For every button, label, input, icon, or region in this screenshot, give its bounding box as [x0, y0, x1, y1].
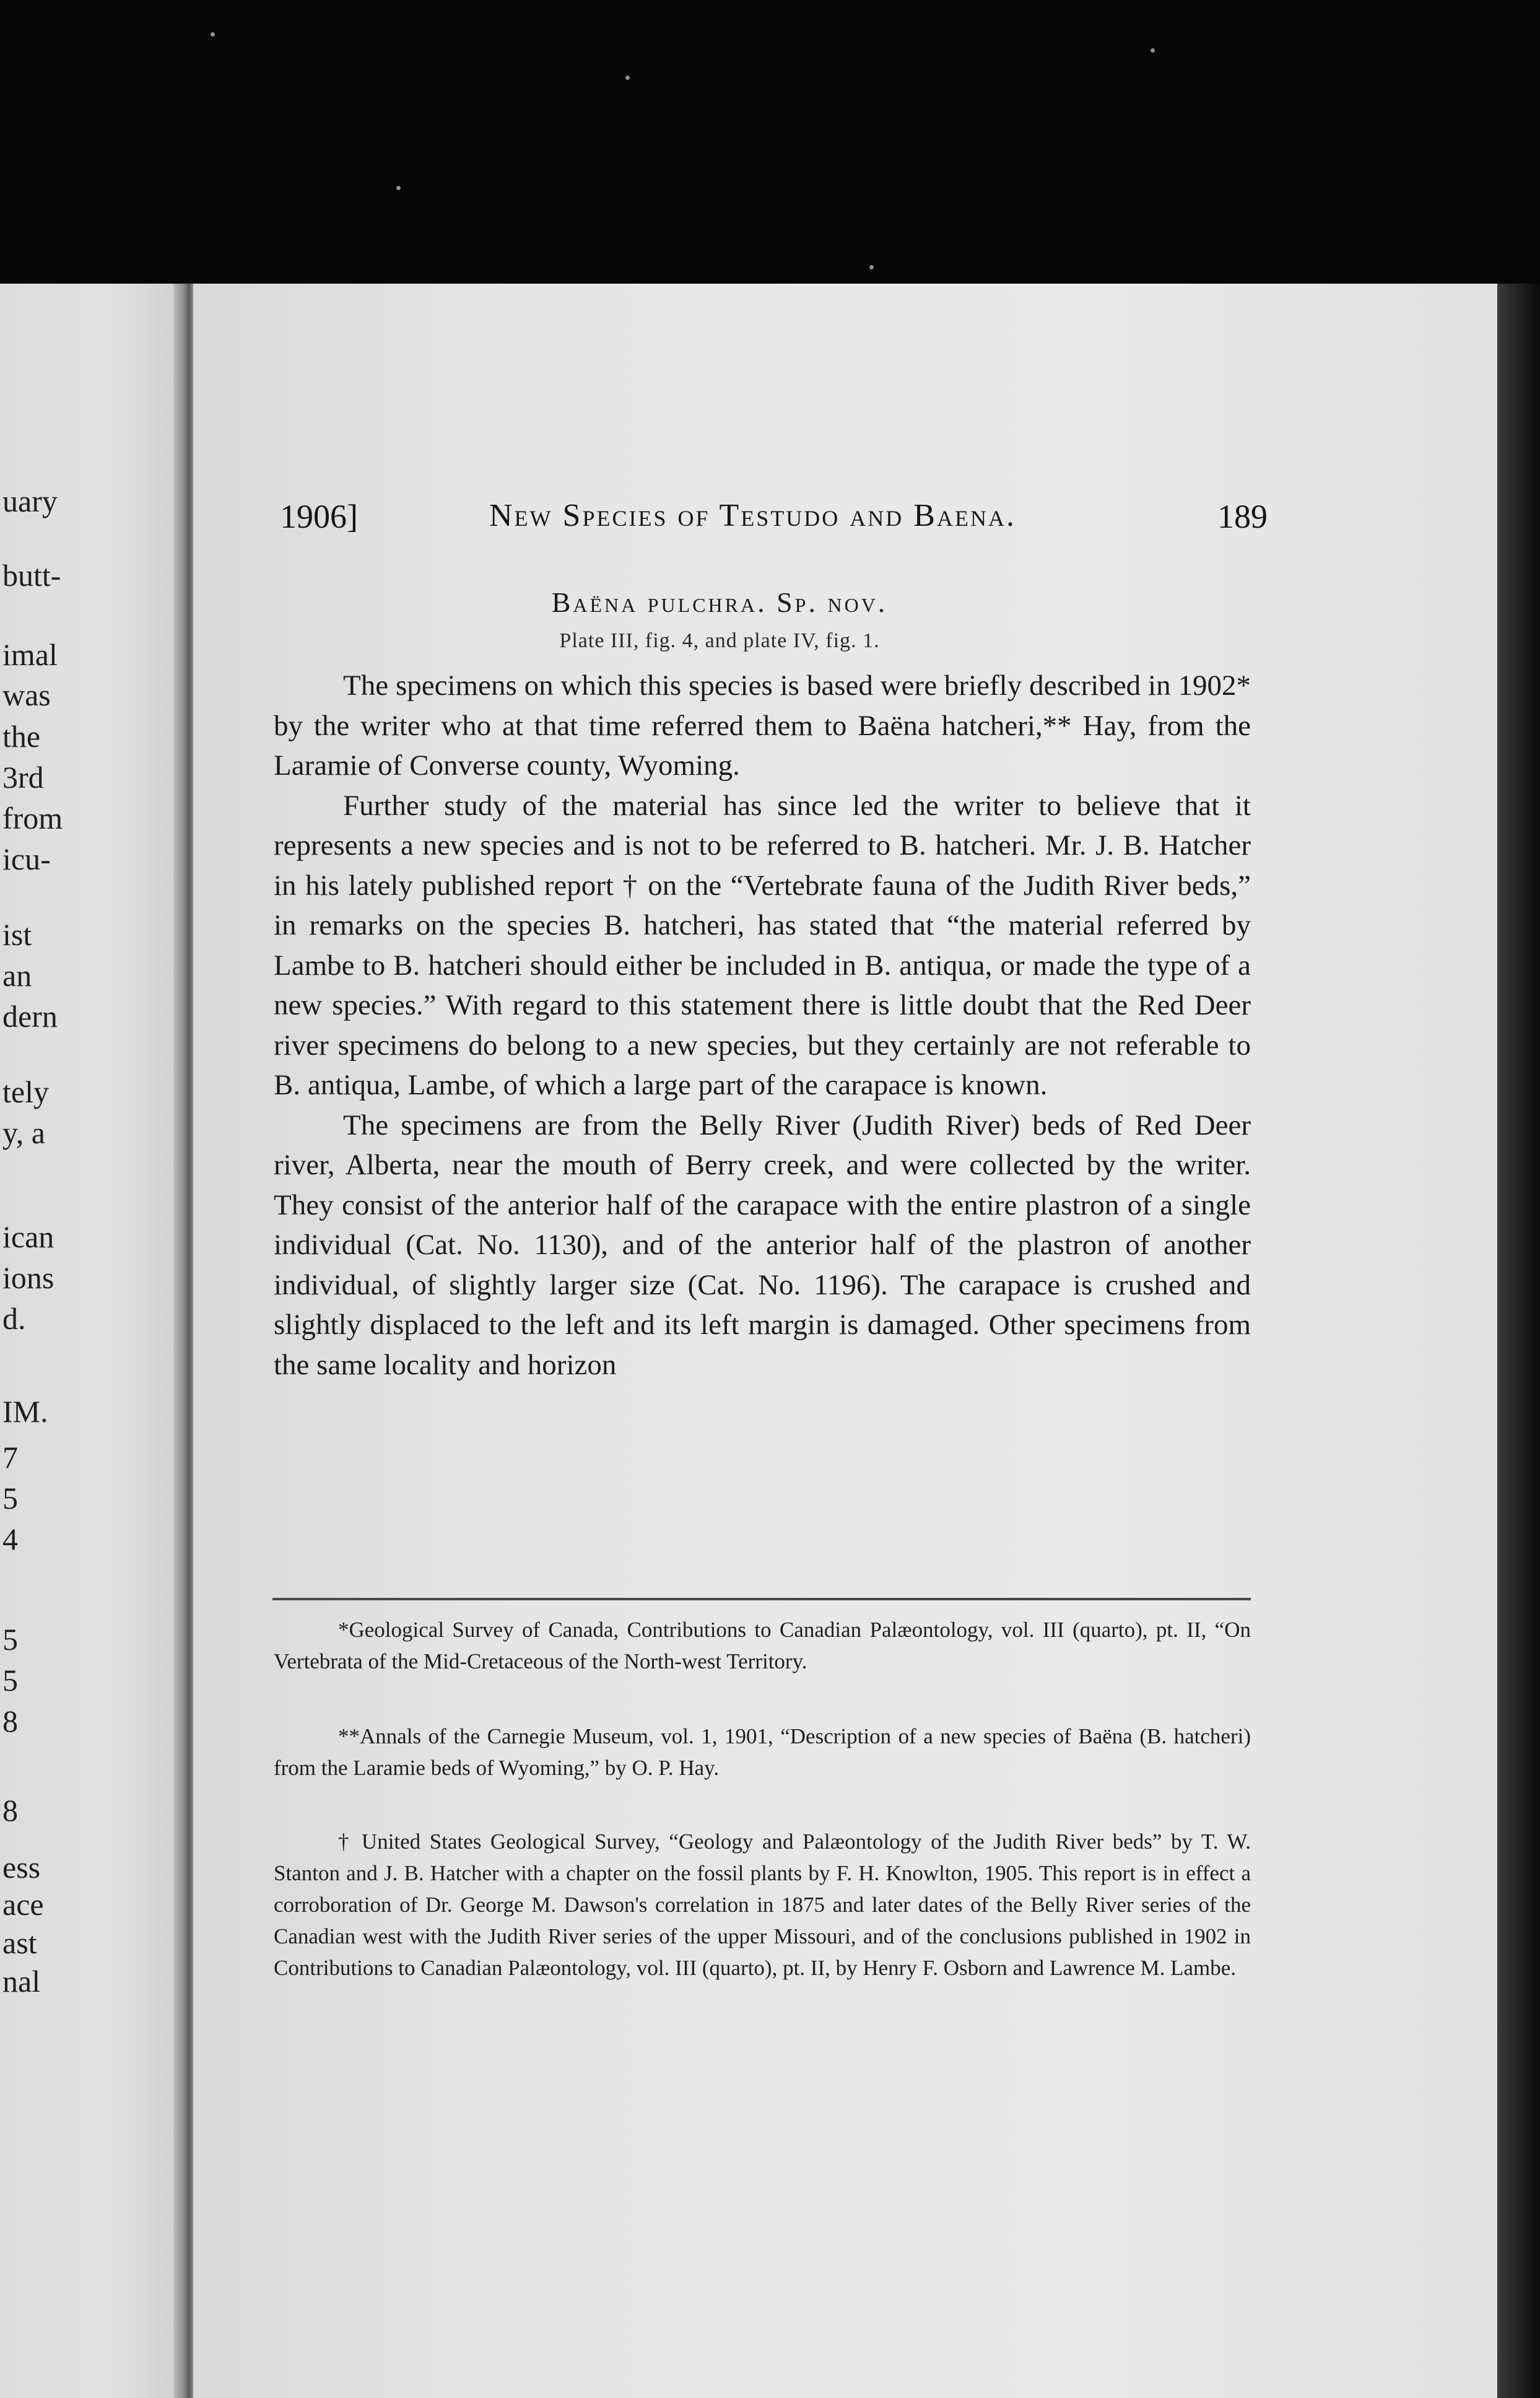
book-gutter [173, 284, 196, 2398]
left-page-fragment: 5 [2, 1663, 18, 1698]
header-title: New Species of Testudo and Baena. [489, 498, 1016, 533]
speck [396, 186, 401, 190]
left-page-fragment: dern [2, 999, 58, 1034]
speck [211, 32, 215, 37]
species-title: Baëna pulchra. Sp. nov. [551, 586, 888, 618]
left-page-fragment: uary [2, 484, 58, 518]
left-page-fragment: 5 [2, 1622, 18, 1657]
header-year: 1906] [280, 498, 358, 535]
paragraph-3: The specimens are from the Belly River (Judith River) beds of Red Deer river, Alberta, near the mouth of Berry creek, and were collected by the writer. They consist of the anterior half of the carapace with the entire plastron of a single individual (Cat. No. 1130), and of the anterior half of the plastron of another individual, of slightly larger size (Cat. No. 1196). The carapace is crushed and slightly displaced to the left and its left margin is damaged. Other specimens from the same locality and horizon [274, 1109, 1251, 1381]
left-page-fragment: ican [2, 1219, 54, 1254]
left-page-fragment: 8 [2, 1793, 18, 1828]
left-page-fragment: the [2, 719, 41, 754]
left-page-fragment: ace [2, 1887, 44, 1922]
footnote-3: † United States Geological Survey, “Geology and Palæontology of the Judith River beds” by T. W. Stanton and J. B. Hatcher with a chapter on the fossil plants by F. H. Knowlton, 1905. This report is in effect a corroboration of Dr. George M. Dawson's correlation in 1875 and later dates of the Belly River series of the Canadian west with the Judith River series of the upper Missouri, and of the conclusions published in 1902 in Contributions to Canadian Palæontology, vol. III (quarto), pt. II, by Henry F. Osborn and Lawrence M. Lambe. [274, 1829, 1251, 1980]
footnote-rule [272, 1598, 1251, 1600]
left-page-fragment: 4 [2, 1522, 18, 1556]
film-specks [0, 0, 1540, 285]
running-header [193, 497, 1499, 541]
left-page-fragment: from [2, 801, 63, 835]
speck [869, 265, 874, 269]
left-page-fragment: an [2, 958, 32, 993]
left-page-fragment: butt- [2, 558, 61, 593]
left-page-fragment: 8 [2, 1704, 18, 1738]
left-page-fragment: ist [2, 917, 32, 952]
paragraph-1: The specimens on which this species is based were briefly described in 1902* by the writer who at that time referred them to Baëna hatcheri,** Hay, from the Laramie of Converse county, Wyoming. [274, 669, 1251, 782]
left-page-fragment: ess [2, 1850, 41, 1885]
left-page-fragment: icu- [2, 842, 51, 876]
left-page-fragment: ast [2, 1925, 37, 1960]
page-edge-shadow [1497, 284, 1540, 2398]
left-page-fragment: IM. [2, 1394, 48, 1429]
paragraph-2: Further study of the material has since led the writer to believe that it represents a new species and is not to be referred to B. hatcheri. Mr. J. B. Hatcher in his lately published report † on the “Vertebrate fauna of the Judith River beds,” in remarks on the species B. hatcheri, has stated that “the material referred by Lambe to B. hatcheri should either be included in B. antiqua, or made the type of a new species.” With regard to this statement there is little doubt that the Red Deer river specimens do belong to a new species, but they certainly are not referable to B. antiqua, Lambe, of which a large part of the carapace is known. [274, 789, 1251, 1101]
left-page-fragment: tely [2, 1075, 49, 1109]
left-page-fragment: y, a [2, 1115, 45, 1150]
left-page-fragment: nal [2, 1964, 41, 1999]
footnote-2: **Annals of the Carnegie Museum, vol. 1, 1901, “Description of a new species of Baëna (B. hatcheri) from the Laramie beds of Wyoming,” by O. P. Hay. [274, 1724, 1251, 1780]
article-body [274, 666, 1251, 1385]
speck [625, 76, 630, 80]
left-page-fragment: imal [2, 637, 58, 672]
page-number: 189 [1217, 498, 1268, 535]
left-page-fragment: ions [2, 1260, 54, 1295]
left-page-fragment: was [2, 678, 51, 712]
left-page-fragment: 7 [2, 1440, 18, 1475]
left-page-fragment: 5 [2, 1481, 18, 1515]
footnote-1: *Geological Survey of Canada, Contributions to Canadian Palæontology, vol. III (quarto), pt. II, “On Vertebrata of the Mid-Cretaceous of the North-west Territory. [274, 1618, 1251, 1673]
left-page-fragment: d. [2, 1301, 26, 1336]
left-page-fragment: 3rd [2, 760, 44, 795]
left-facing-page [0, 284, 178, 2398]
main-page [193, 284, 1499, 2398]
plate-reference: Plate III, fig. 4, and plate IV, fig. 1. [559, 629, 880, 652]
speck [1151, 48, 1155, 53]
